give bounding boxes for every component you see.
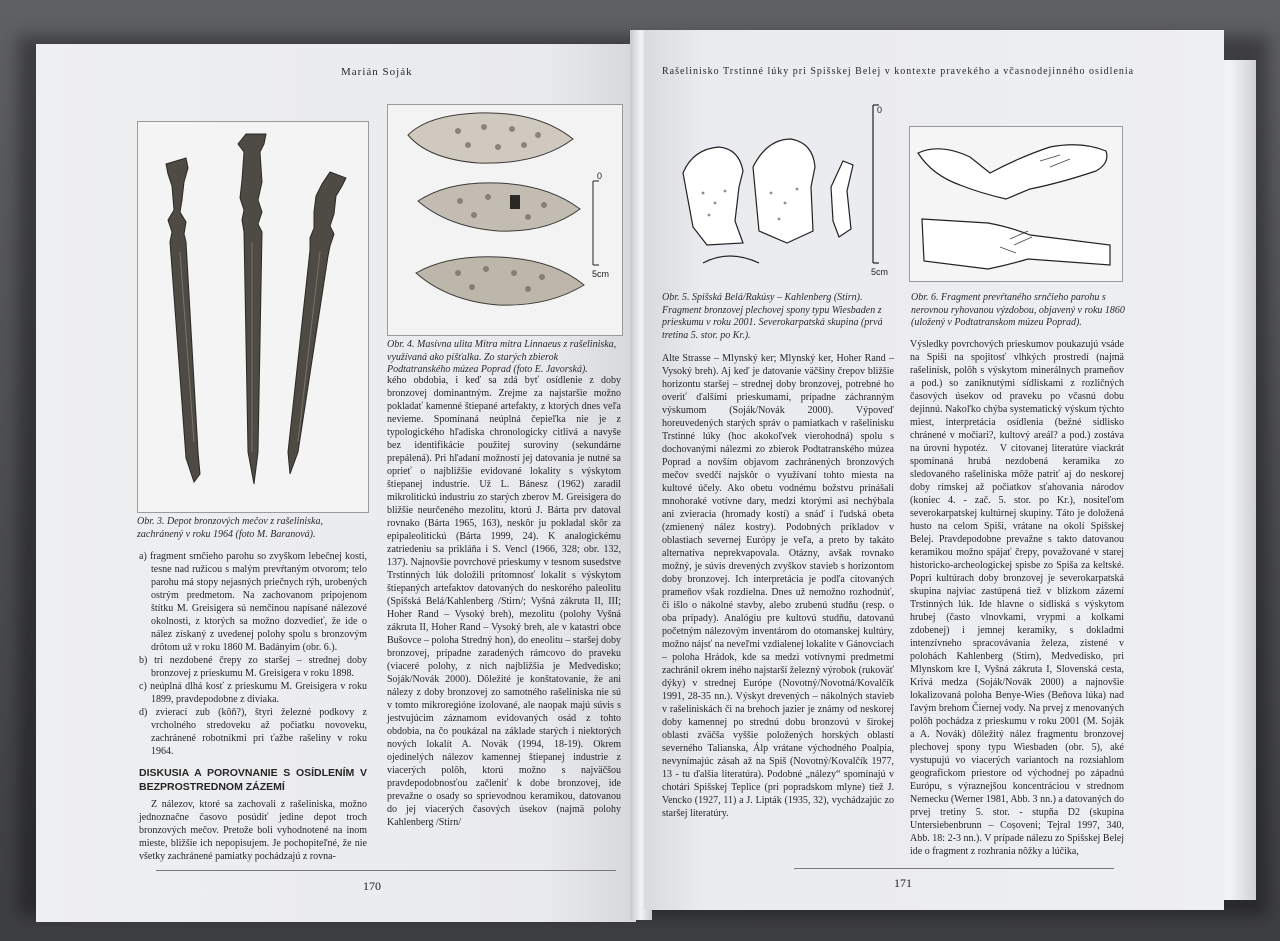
right-col1-paragraph: Alte Strasse – Mlynský ker; Mlynský ker, Hoher Rand – Vysoký breh). Aj keď je datovanie väčšiny črepov bližšie horizontu staršej – strednej doby bronzovej, potrebné ho overiť ďalšími prieskumami, prípadne záchranným výskumom (Soják/Novák 2000). Výpoveď horeuvedených starých správ o pamiatkach v rašelinisku Trstinné lúky (hoc akokoľvek vierohodná) spolu s dochovanými nálezmi zo zbierok Podtatranského múzea Poprad a novším objavom zachránených bronzových mečov svedčí najskôr o využívaní tohto miesta na kultové účely. Ako obetu vodnému božstvu prinášali mnohoraké votívne dary, medzi ktorými asi nechýbala ani zvieracia (hromady kostí) a snáď i ľudská obeta (zmienený nález kostry). Podobných príkladov v oblastiach severnej Európy je veľa, a preto by takáto alternatíva neprekvapovala. Otázny, avšak rovnako možný, je súvis drevených zvyškov stavieb s horizontom doby bronzovej. Ich interpretácia je podľa citovaných prameňov však rozdielna. Dnes už nemožno rozhodnúť, či išlo o nákolné stavby, alebo zrubenú studňu (resp. o oba prípady). Analógiu pre kultovú studňu, datovanú početným nálezovým inventárom do otomanskej kultúry, možno nájsť na neveľmi vzdialenej lokalite v Gánovciach – poloha Hrádok, kde sa medzi votívnymi predmetmi zachránil okrem iného najstarší železný výrobok (rukoväť dýky) v strednej Európe (Novotný/Novotná/Kovalčík 1991, 28-35 nn.). Výskyt drevených – nákolných stavieb v rašeliniskách či na brehoch jazier je známy od neskorej doby kamennej po strednú dobu bronzovú v širokej oblasti zväčša vyššie položených horských oblastí severného Talianska, Álp vrátane východného Poalpia, nevynímajúc zásah až na Spiš (Novotný/Kovalčík 1977, 13 - tu ďalšia literatúra). Podobné „nálezy“ spomínajú v chotári Spišskej Teplice (pri popradskom mlyne) tiež J. Vencko (1927, 11) a J. Lipták (1935, 32), vychádzajúc zo staršej literatúry. [662,353,894,819]
fig3-photo [137,121,369,513]
finding-a: a) fragment srnčieho parohu so zvyškom lebečnej kosti, tesne nad ružicou s malým prevŕtaným otvorom; telo parohu má stopy nejasných priečnych rýh, urobených ostrým predmetom. Na zachovanom pripojenom štítku M. Greisigera sú nemčinou napísané nálezové okolnosti, z ktorých sa možno dozvedieť, že ide o nález získaný z uvedenej polohy spolu s bronzovým drôtom už v roku 1860 M. Badányim (obr. 6.). [139,551,367,653]
fig4-photo [387,104,623,336]
bronze-swords-illustration [138,122,368,512]
footer-rule-right [794,868,1114,869]
fig5-drawing [662,102,894,290]
fig4-scale-five: 5cm [592,269,610,279]
antler-drawing [910,127,1122,281]
fig5-scale-five: 5cm [871,267,889,277]
fig6-drawing [909,126,1123,282]
right-running-header: Rašelinisko Trstinné lúky pri Spišskej Belej v kontexte pravekého a včasnodejinného osídlenia [662,66,1135,77]
fig6-caption: Obr. 6. Fragment prevŕtaného srnčieho parohu s nerovnou ryhovanou výzdobou, objavený v roku 1860 (uložený v Podtatranskom múzeu Poprad). [911,292,1125,328]
footer-rule-left [156,870,616,871]
discussion-paragraph: Z nálezov, ktoré sa zachovali z rašeliniska, možno jednoznačne časovo posúdiť jedine depot troch bronzových mečov. Pretože boli vyhodnotené na inom mieste, bližšie ich nepopisujem. Je pochopiteľné, že nie všetky zachránené pamiatky pochádzajú z rovna- [139,799,367,862]
left-page [36,44,636,922]
left-column-2 [387,374,621,829]
right-page [644,30,1224,910]
right-col2-paragraph: Výsledky povrchových prieskumov poukazujú vsáde na Spiši na spojitosť vlhkých prostredí (najmä rašelinísk, polôh s výskytom minerálnych prameňov a pod.) so zaniknutými sídliskami z rozličných časových úsekov od praveku po včasnú dobu dejinnú. Nakoľko chýba systematický výskum týchto miest, interpretácia osídlenia (bežné sídlisko chránené v močiari?, kultový areál? a pod.) zostáva na úrovni hypotéz. V citovanej literatúre viackrát spomínaná hrubá nezdobená keramika zo sledovaného rašeliniska môže patriť aj do neskorej doby rímskej až počiatkov sťahovania národov (koniec 4. - zač. 5. stor. po Kr.), nositeľom severokarpatskej kultúrnej skupiny. Táto je doložená husto na celom Spiši, vrátane na okolí Spišskej Belej. Pravdepodobne prevažne s takto datovanou keramikou možno spájať črepy, považované v starej historicko-archeologickej spisbe zo Spiša za keltské. Popri kultúrach doby bronzovej je severokarpatská skupina najviac zastúpená tiež v blízkom zázemí Trstinných lúk. Ide hlavne o sídliská s výskytom hrubej (často vlnovkami, vrypmi a kolkami zdobenej) i jemnej keramiky, s dokladmi intenzívneho spracovávania železa, zistené v polohách Kahlenberg (Stirn), Medvedisko, pri Mlynskom kre I, Vyšná zákruta I, Slovenská cesta, Krivá medza (Soják/Novák 2000) a najnovšie lokalizovaná poloha Benye-Wies (Beňova lúka) nad ľavým brehom Čiernej vody. Na prvej z menovaných polôh pochádza z prieskumu v roku 2001 (M. Soják a A. Novák) dôležitý nález fragmentu bronzovej plechovej spony typu Wiesbaden (obr. 5), aké vystupujú vo viacerých variantoch na rozsiahlom geografickom priestore od východnej po západnú Európu, s výraznejšou koncentráciou v strednom Nemecku (Werner 1981, Abb. 3 nn.) a datovaných do prvej tretiny 5. stor. - stupňa D2 (skupina Untersiebenbrunn – Coșoveni; Tejral 1997, 340, Abb. 18: 2-3 nn.). V prípade nálezu zo Spišskej Belej ide o fragment z rozhrania nôžky a lúčika, [910,339,1124,857]
fig4-caption: Obr. 4. Masívna ulita Mitra mitra Linnaeus z rašeliniska, využívaná ako píšťalka. Zo starých zbierok Podtatranského múzea Poprad (foto E. Javorská). [387,339,617,375]
finding-d: d) zvierací zub (kôň?), štyri železné podkovy z vrcholného stredoveku až počiatku novoveku, zachránené robotníkmi pri ťažbe rašeliny v roku 1964. [139,707,367,757]
page-number-left: 170 [363,879,381,893]
section-heading: DISKUSIA A POROVNANIE S OSÍDLENÍM V BEZPROSTREDNOM ZÁZEMÍ [139,767,367,793]
right-column-1 [662,352,894,820]
brooch-fragment-drawing [663,103,893,289]
right-column-2 [910,338,1124,858]
left-col2-paragraph: kého obdobia, i keď sa zdá byť osídlenie z doby bronzovej dominantným. Zrejme za najstaršie možno pokladať kamenné štiepané artefakty, z ktorých dnes veľa nevieme. Spomínaná neúplná čepieľka nie je z typologického hľadiska chronologicky citlivá a navyše bez identifikácie použitej suroviny (sekundárne prepálená). Pri hľadaní možností jej datovania je nutné sa oprieť o najbližšie evidované lokality s výskytom štiepanej industrie. Už L. Bánesz (1962) zaradil mikrolitickú industriu zo starých zberov M. Greisigera do bližšie neurčeného mezolitu, ktorú J. Bárta prv datoval rovnako (Bárta 1965, 163), neskôr ju pokladal skôr za epipaleolitickú (Bárta 1999, 24). K analogickému zatriedeniu sa prikláňa i S. Vencl (1966, 328; obr. 132, 137). Najnovšie povrchové prieskumy v tesnom susedstve Trstinných lúk doložili prítomnosť lokalít s výskytom štiepaných artefaktov datovaných do neskorého paleolitu (Spišská Belá/Kahlenberg /Stirn/; Vyšná zákruta II, III; Hoher Rand – Vysoký breh), mezolitu (polohy Vyšná zákruta II, Hoher Rand – Vysoký breh, ale v katastri obce Bušovce – poloha Stredný hon), do eneolitu – staršej doby bronzovej, prípadne zaradených rámcovo do praveku (viaceré polohy, z nich najbližšia je Medvedisko; Soják/Novák 2000). Dôležité je konštatovanie, že ani nálezy z doby bronzovej zo samotného rašeliniska nie sú v tomto mikroregióne izolované, ale naopak majú súvis s jestvujúcim záznamom evidovaných osád z tohto obdobia, na čo poukázal na základe starých i niektorých nových lokalít A. Novák (1994, 18-19). Okrem ojedinelých nálezov kamennej štiepanej industrie z viacerých polôh, ktorú možno s najväčšou pravdepodobnosťou začleniť k dobe bronzovej, ide prevažne o osady so sprievodnou keramikou, datovanou do jej viacerých časových úsekov (najmä polohy Kahlenberg /Stirn/ [387,375,621,828]
fig4-scale-zero: 0 [597,171,603,181]
finding-b: b) tri nezdobené črepy zo staršej – strednej doby bronzovej z prieskumu M. Greisigera v roku 1898. [139,655,367,679]
left-column-1 [139,550,367,863]
fig3-caption: Obr. 3. Depot bronzových mečov z rašeliniska, zachránený v roku 1964 (foto M. Baranová). [137,516,323,540]
left-running-header: Marián Soják [341,66,413,78]
fig5-caption: Obr. 5. Spišská Belá/Rakúsy – Kahlenberg (Stirn). Fragment bronzovej plechovej spony typu Wiesbaden z prieskumu v roku 2001. Severokarpatská skupina (prvá tretina 5. stor. po Kr.). [662,292,883,341]
fig5-scale-zero: 0 [877,105,883,115]
shell-illustration [388,105,622,335]
finding-c: c) neúplná dlhá kosť z prieskumu M. Greisigera v roku 1899, pravdepodobne z diviaka. [139,681,367,705]
page-number-right: 171 [894,876,912,890]
